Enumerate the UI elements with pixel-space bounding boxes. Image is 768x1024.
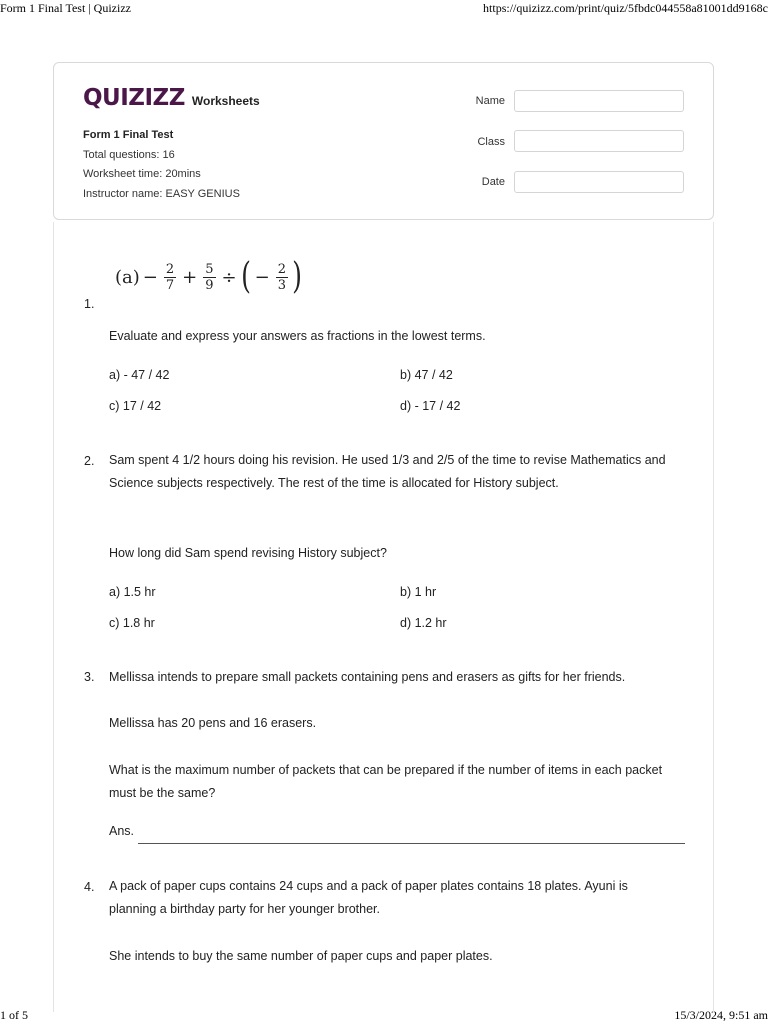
q1-fraction-3-den: 3 (277, 277, 287, 293)
q3-text-2: Mellissa has 20 pens and 16 erasers. (109, 716, 317, 730)
print-page-number: 1 of 5 (0, 1008, 28, 1022)
print-page-url: https://quizizz.com/print/quiz/5fbdc044558a81001dd9168c (483, 1, 768, 15)
date-field[interactable] (514, 171, 684, 193)
worksheet-title: Form 1 Final Test (83, 129, 174, 141)
q2-text: Sam spent 4 1/2 hours doing his revision. He used 1/3 and 2/5 of the time to revise Mathematics and Science subjects respectively. The rest of the time is allocated for History subject. (109, 453, 666, 490)
q2-option-c: c) 1.8 hr (109, 616, 155, 630)
print-page-title: Form 1 Final Test | Quizizz (0, 1, 131, 15)
q1-math-inner-minus: − (254, 266, 270, 288)
print-datetime: 15/3/2024, 9:51 am (674, 1008, 768, 1022)
q1-option-d: d) - 17 / 42 (400, 399, 461, 413)
date-label: Date (481, 176, 505, 188)
q2-option-b: b) 1 hr (400, 585, 437, 599)
q1-fraction-2-den: 9 (205, 277, 214, 293)
q1-fraction-1-den: 7 (165, 277, 175, 293)
q1-fraction-2-num: 5 (205, 261, 214, 277)
name-field[interactable] (514, 90, 684, 112)
q1-option-c: c) 17 / 42 (109, 399, 162, 413)
logo-subtitle: Worksheets (191, 94, 260, 108)
q1-fraction-3-num: 2 (277, 261, 287, 277)
q1-option-b: b) 47 / 42 (400, 368, 453, 382)
q2-option-d: d) 1.2 hr (400, 616, 447, 630)
logo-group (83, 87, 260, 110)
q4-text: A pack of paper cups contains 24 cups and a pack of paper plates contains 18 plates. Ayuni is planning a birthday party for her younger brother. (109, 879, 628, 916)
q1-fraction-1-num: 2 (165, 261, 175, 277)
worksheet-header (53, 62, 714, 220)
q1-fraction-3 (276, 262, 288, 293)
q2-number: 2. (84, 454, 95, 468)
class-label: Class (477, 136, 505, 148)
q3-number: 3. (84, 670, 95, 684)
q2-text-2: How long did Sam spend revising History subject? (109, 546, 387, 560)
worksheet-meta (83, 126, 240, 204)
q1-math-expression (115, 254, 303, 300)
worksheet-time: Worksheet time: 20mins (83, 168, 201, 180)
q3-answer-label: Ans. (109, 824, 135, 838)
quizizz-logo: QUIZIZZ (83, 85, 185, 111)
instructor-name: Instructor name: EASY GENIUS (83, 187, 240, 200)
q1-math-divide: ÷ (221, 266, 237, 288)
q1-option-a: a) - 47 / 42 (109, 368, 170, 382)
name-label: Name (475, 95, 505, 107)
q3-text-3: What is the maximum number of packets that can be prepared if the number of items in each packet must be the same? (109, 763, 663, 800)
q1-fraction-2 (203, 262, 215, 293)
q1-math-label: (a) (115, 266, 140, 288)
total-questions: Total questions: 16 (83, 148, 175, 161)
q1-number: 1. (84, 297, 95, 311)
q3-text: Mellissa intends to prepare small packets containing pens and erasers as gifts for her friends. (109, 670, 626, 684)
class-field[interactable] (514, 130, 684, 152)
q1-text: Evaluate and express your answers as fractions in the lowest terms. (109, 329, 486, 343)
q2-option-a: a) 1.5 hr (109, 585, 156, 599)
q1-math-lparen: ( (240, 256, 251, 297)
q1-fraction-1 (164, 262, 176, 293)
q4-number: 4. (84, 880, 95, 894)
q1-math-plus: + (182, 266, 198, 288)
q1-math-rparen: ) (292, 256, 302, 297)
q3-answer-line[interactable] (138, 843, 685, 844)
q4-text-2: She intends to buy the same number of paper cups and paper plates. (109, 949, 493, 963)
q1-math-minus: − (142, 266, 158, 288)
